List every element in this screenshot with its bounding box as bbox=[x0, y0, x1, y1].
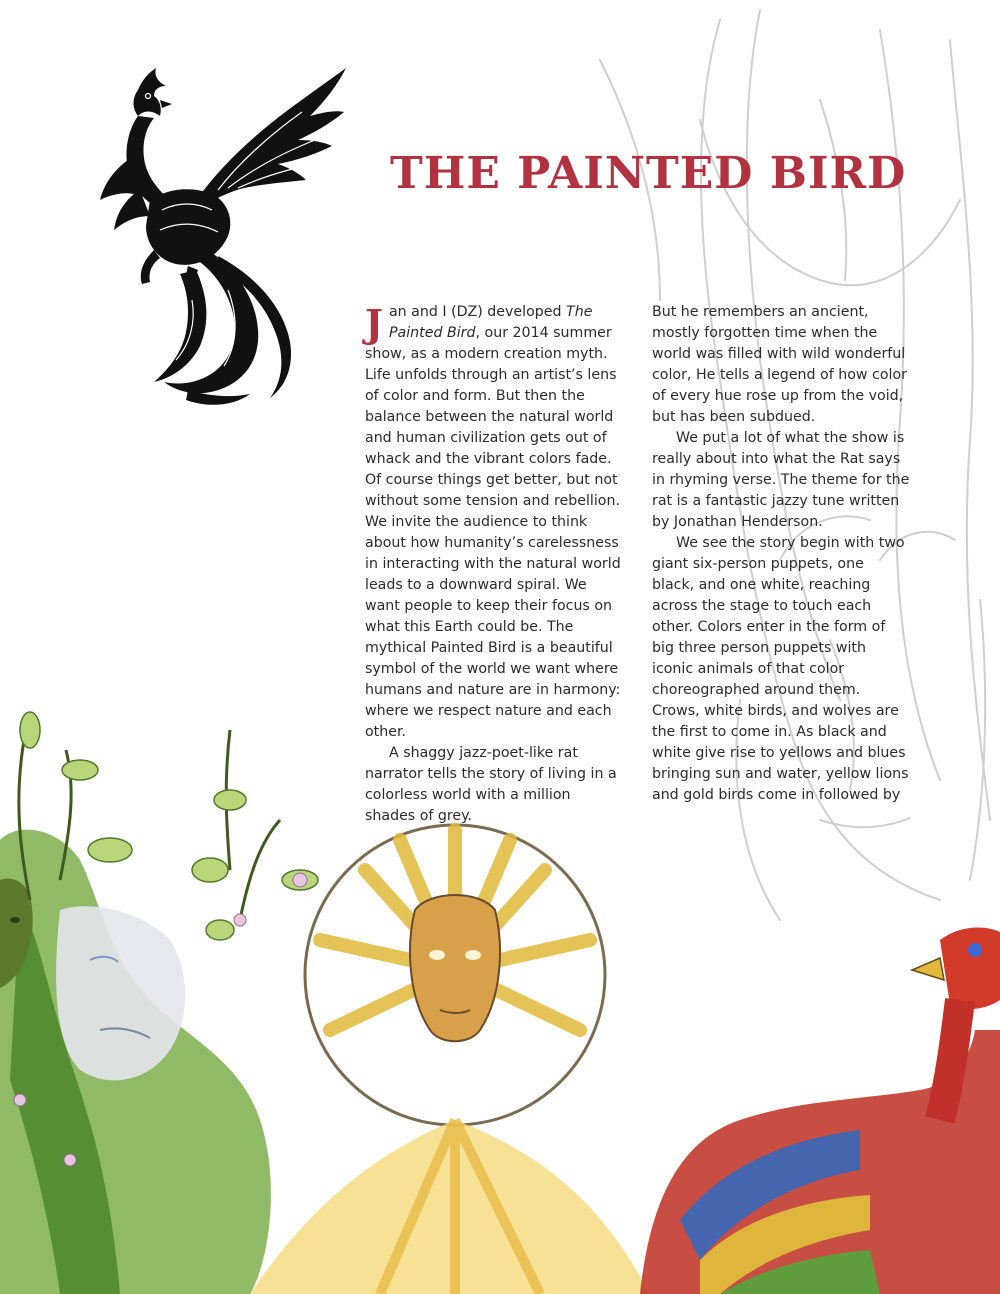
drop-cap: J bbox=[365, 301, 383, 346]
show-title-italic: The Painted Bird bbox=[388, 304, 593, 341]
article-paragraph: But he remembers an ancient, mostly forgotten time when the world was filled with wild wonderful color, He tells a legend of how color of every hue rose up from the void, but has been subdued. bbox=[652, 304, 907, 425]
pale-face-drawing bbox=[56, 906, 185, 1080]
sun-mask-figure bbox=[250, 825, 650, 1294]
page-title: THE PAINTED BIRD bbox=[390, 148, 907, 199]
article-paragraph: We see the story begin with two giant six-person puppets, one black, and one white, reaching across the stage to touch each other. Colors enter in the form of big three person puppets with iconic animals of that color choreographed around them. Crows, white birds, and wolves are the first to come in. As black and white give rise to yellows and blues bringing sun and water, yellow lions and gold birds come in followed by bbox=[652, 535, 909, 803]
text-run: , our 2014 summer show, as a modern creation myth. Life unfolds through an artist’s lens of color and form. But then the balance between the natural world and human civilization gets out of whack and the vibrant colors fade. Of course things get better, but not without some tension and rebellion. We invite the audience to think about how humanity’s carelessness in interacting with the natural world leads to a downward spiral. We want people to keep their focus on what this Earth could be. The mythical Painted Bird is a beautiful symbol of the world we want where humans and nature are in harmony: where we respect nature and each other. bbox=[365, 325, 621, 740]
article-paragraph: We put a lot of what the show is really about into what the Rat says in rhyming verse. The theme for the rat is a fantastic jazzy tune written by Jonathan Henderson. bbox=[652, 430, 910, 530]
colored-pencil-artwork bbox=[0, 700, 1000, 1294]
phoenix-illustration bbox=[88, 60, 348, 410]
text-run: an and I (DZ) developed bbox=[388, 304, 567, 320]
article-paragraph bbox=[365, 302, 623, 743]
article-paragraph: A shaggy jazz-poet-like rat narrator tells the story of living in a colorless world with a million shades of grey. bbox=[365, 745, 617, 824]
rainbow-bird-figure bbox=[640, 927, 1000, 1294]
